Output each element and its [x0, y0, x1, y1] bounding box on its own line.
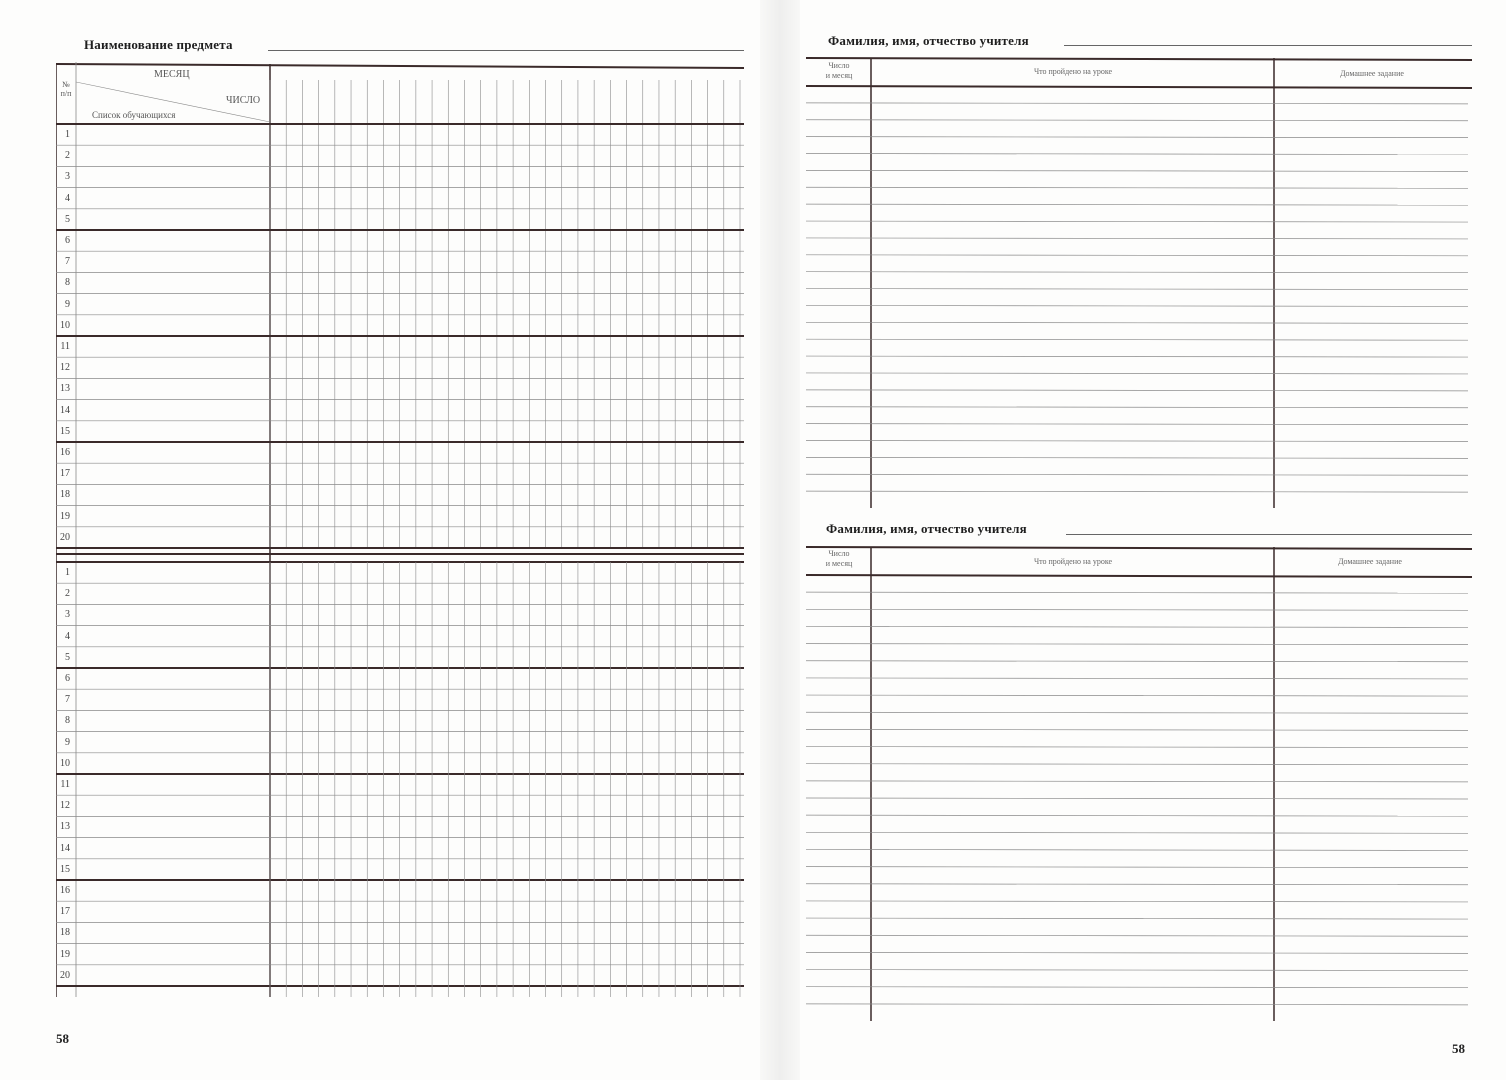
journal-row-line: [806, 272, 1468, 273]
row-number: 4: [65, 630, 70, 642]
row-number: 16: [60, 885, 70, 896]
header-day: ЧИСЛО: [226, 95, 261, 106]
journal-row-line: [806, 644, 1468, 645]
row-number: 5: [65, 651, 70, 663]
row-number: 9: [65, 298, 70, 310]
journal-row-line: [806, 440, 1468, 441]
row-number: 13: [60, 821, 70, 833]
row-number: 20: [60, 531, 70, 543]
col-homework-2: Домашнее задание: [1338, 557, 1402, 566]
row-number: 1: [65, 567, 70, 578]
row-number: 12: [60, 362, 70, 374]
journal-row-line: [806, 1004, 1468, 1005]
row-number: 3: [65, 171, 70, 183]
lesson-journal-2-lines: [806, 545, 1472, 1023]
row-number: 2: [65, 150, 70, 162]
row-number: 10: [60, 319, 70, 331]
left-page-number: 58: [56, 1031, 69, 1046]
journal-row-line: [806, 390, 1468, 391]
row-number: 7: [65, 256, 70, 268]
row-number: 4: [65, 192, 70, 204]
journal-row-line: [806, 849, 1468, 850]
journal-row-line: [806, 204, 1468, 205]
row-number: 6: [65, 235, 70, 246]
lesson-journal-1-lines: [806, 56, 1472, 510]
col-lesson-2: Что пройдено на уроке: [1033, 557, 1113, 566]
row-number: 10: [60, 757, 70, 769]
row-number: 15: [60, 425, 70, 437]
journal-row-line: [806, 592, 1468, 593]
row-number: 18: [60, 927, 70, 939]
subject-input-line[interactable]: [268, 50, 744, 51]
row-number: 19: [60, 510, 70, 522]
journal-row-line: [806, 678, 1468, 679]
row-number: 20: [60, 969, 70, 981]
journal-row-line: [806, 952, 1468, 953]
journal-row-line: [806, 457, 1468, 458]
row-number: 6: [65, 673, 70, 684]
journal-row-line: [806, 170, 1468, 171]
journal-row-line: [806, 289, 1468, 290]
row-number: 5: [65, 213, 70, 225]
journal-row-line: [806, 322, 1468, 323]
journal-row-line: [806, 626, 1468, 627]
row-number: 14: [60, 404, 70, 416]
journal-row-line: [806, 120, 1468, 121]
journal-row-line: [806, 747, 1468, 748]
row-number: 11: [60, 779, 70, 790]
row-number: 8: [65, 277, 70, 289]
row-number: 15: [60, 863, 70, 875]
journal-row-line: [806, 373, 1468, 374]
journal-row-line: [806, 154, 1468, 155]
journal-row-line: [806, 832, 1468, 833]
journal-row-line: [806, 137, 1468, 138]
header-students: Список обучающихся: [92, 110, 176, 120]
right-page-number: 58: [1452, 1041, 1465, 1056]
col-date-1: Число и месяц: [825, 61, 853, 80]
lesson-journal-1: [806, 56, 1472, 510]
journal-row-line: [806, 764, 1468, 765]
journal-top-border: [806, 58, 1472, 60]
journal-row-line: [806, 356, 1468, 357]
teacher-label-1: Фамилия, имя, отчество учителя: [828, 33, 1029, 48]
gradebook-grid: [56, 62, 746, 1002]
journal-row-line: [806, 474, 1468, 475]
journal-row-line: [806, 901, 1468, 902]
col-homework-1: Домашнее задание: [1340, 69, 1404, 78]
top-border: [56, 64, 744, 68]
row-number: 2: [65, 588, 70, 600]
teacher-label-2: Фамилия, имя, отчество учителя: [826, 521, 1027, 536]
journal-row-line: [806, 918, 1468, 919]
journal-top-border: [806, 547, 1472, 549]
book-gutter: [760, 0, 800, 1080]
teacher-input-line-1[interactable]: [1064, 45, 1472, 46]
journal-row-line: [806, 695, 1468, 696]
journal-row-line: [806, 798, 1468, 799]
row-number: 11: [60, 341, 70, 352]
row-number: 7: [65, 694, 70, 706]
gradebook-lines: [56, 62, 746, 1002]
journal-row-line: [806, 339, 1468, 340]
journal-row-line: [806, 661, 1468, 662]
journal-header-border: [806, 86, 1472, 88]
journal-row-line: [806, 884, 1468, 885]
header-number-sign: № п/п: [60, 80, 72, 98]
journal-row-line: [806, 221, 1468, 222]
journal-row-line: [806, 305, 1468, 306]
journal-row-line: [806, 609, 1468, 610]
row-number: 8: [65, 715, 70, 727]
journal-row-line: [806, 407, 1468, 408]
row-number: 14: [60, 842, 70, 854]
lesson-journal-2: [806, 545, 1472, 1023]
journal-row-line: [806, 935, 1468, 936]
journal-header-border: [806, 575, 1472, 577]
row-number: 9: [65, 736, 70, 748]
journal-row-line: [806, 238, 1468, 239]
row-number: 16: [60, 447, 70, 458]
header-month: МЕСЯЦ: [154, 69, 190, 80]
subject-label: Наименование предмета: [84, 37, 233, 52]
journal-row-line: [806, 987, 1468, 988]
row-number: 18: [60, 489, 70, 501]
journal-row-line: [806, 970, 1468, 971]
journal-row-line: [806, 815, 1468, 816]
col-date-2: Число и месяц: [825, 549, 853, 568]
teacher-input-line-2[interactable]: [1066, 534, 1472, 535]
journal-row-line: [806, 187, 1468, 188]
row-number: 1: [65, 129, 70, 140]
row-number: 19: [60, 948, 70, 960]
journal-row-line: [806, 781, 1468, 782]
row-number: 12: [60, 800, 70, 812]
row-number: 3: [65, 609, 70, 621]
journal-row-line: [806, 255, 1468, 256]
col-lesson-1: Что пройдено на уроке: [1033, 67, 1113, 76]
journal-row-line: [806, 491, 1468, 492]
journal-row-line: [806, 867, 1468, 868]
journal-row-line: [806, 712, 1468, 713]
journal-row-line: [806, 729, 1468, 730]
row-number: 17: [60, 468, 70, 480]
journal-row-line: [806, 424, 1468, 425]
row-number: 17: [60, 906, 70, 918]
journal-row-line: [806, 103, 1468, 104]
row-number: 13: [60, 383, 70, 395]
